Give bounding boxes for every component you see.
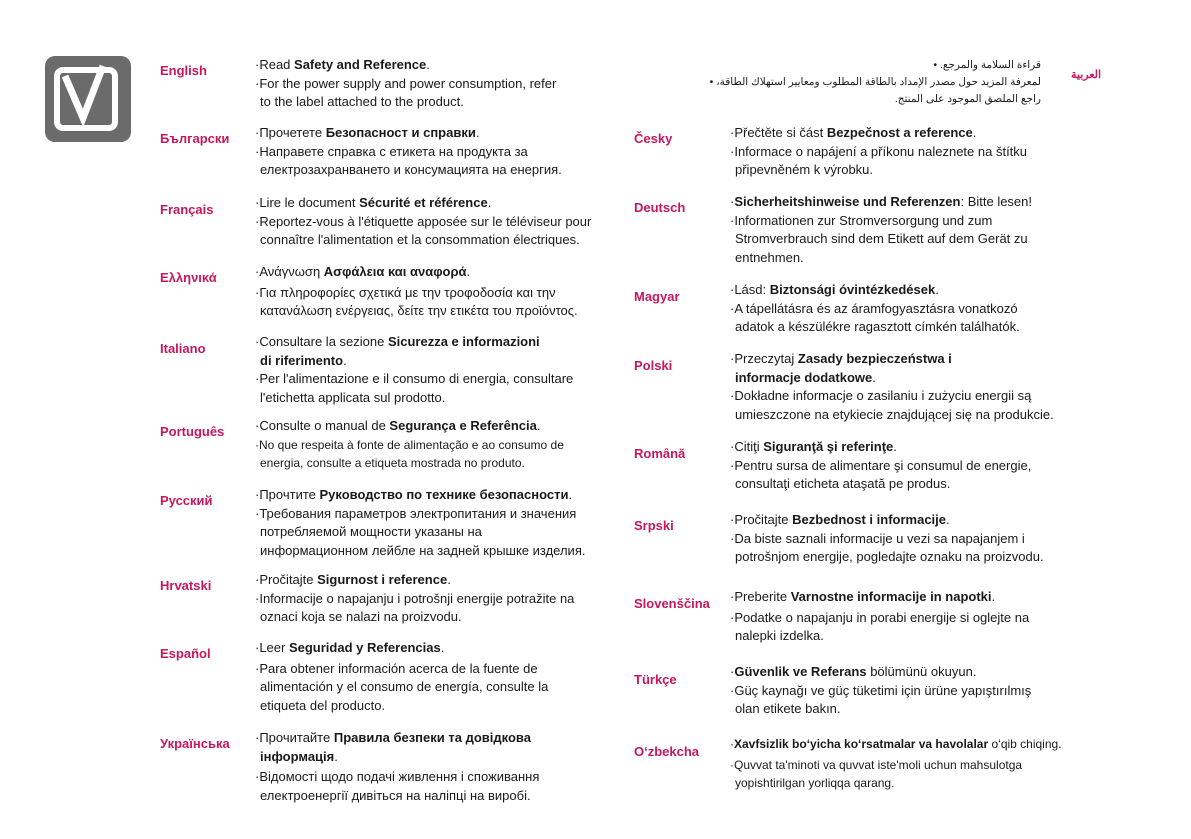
text-line: connaître l'alimentation et la consommation électriques. [260, 232, 580, 247]
text-line: κατανάλωση ενέργειας, δείτε την ετικέτα του προϊόντος. [260, 303, 578, 318]
lang-label-italian: Italiano [160, 341, 206, 356]
text-block-uzbek [730, 735, 1062, 793]
text-block-czech [730, 124, 1027, 180]
lang-label-czech: Česky [634, 131, 673, 146]
text-line: потребляемой мощности указаны на [260, 524, 482, 539]
text-line: ·Leer Seguridad y Referencias. [255, 640, 445, 655]
text-line: ·Consulte o manual de Segurança e Referência. [255, 418, 541, 433]
text-line: alimentación y el consumo de energía, consulte la [260, 679, 549, 694]
text-line: ·Pentru sursa de alimentare şi consumul de energie, [730, 457, 1032, 473]
lang-label-german: Deutsch [634, 200, 686, 215]
text-line: راجع الملصق الموجود على المنتج. [894, 93, 1041, 105]
text-line: ·A tápellátásra és az áramfogyasztásra vonatkozó [730, 300, 1018, 316]
lang-label-arabic: العربية [1071, 69, 1102, 81]
text-block-greek [255, 263, 578, 321]
lang-label-turkish: Türkçe [634, 672, 677, 687]
text-line: ·Quvvat ta'minoti va quvvat iste'moli uchun mahsulotga [730, 757, 1023, 772]
text-line: ·Прочетете Безопасност и справки. [255, 125, 480, 140]
text-line: ·Podatke o napajanju in porabi energije si oglejte na [730, 609, 1030, 625]
text-line: ·Прочитайте Правила безпеки та довідкова [255, 730, 531, 745]
text-block-arabic [711, 57, 1041, 108]
text-block-serbian [730, 511, 1044, 567]
text-line: ·Přečtěte si část Bezpečnost a reference. [730, 125, 977, 140]
lang-label-russian: Русский [160, 493, 213, 508]
text-line: ·Відомості щодо подачі живлення і споживання [255, 769, 540, 784]
text-line: ·Güvenlik ve Referans bölümünü okuyun. [730, 664, 977, 679]
text-line: ·Da biste saznali informacije u vezi sa napajanjem i [730, 530, 1025, 546]
text-line: nalepki izdelka. [735, 628, 824, 643]
text-line: информационном лейбле на задней крышке изделия. [260, 542, 586, 558]
text-block-italian [255, 333, 573, 407]
text-block-romanian [730, 438, 1031, 494]
text-block-bulgarian [255, 124, 562, 180]
text-line: ·Para obtener información acerca de la fuente de [255, 660, 538, 676]
text-line: to the label attached to the product. [260, 94, 464, 109]
text-block-french [255, 194, 591, 250]
text-block-spanish [255, 639, 548, 715]
text-line: ·No que respeita à fonte de alimentação e ao consumo de [255, 437, 564, 452]
text-line: інформація. [260, 748, 338, 764]
text-line: ·Citiţi Siguranţă şi referinţe. [730, 439, 897, 454]
text-line: ·Güç kaynağı ve güç tüketimi için ürüne yapıştırılmış [730, 682, 1032, 698]
text-line: consultaţi eticheta ataşată pe produs. [735, 476, 951, 491]
text-line: ·Per l'alimentazione e il consumo di energia, consultare [255, 371, 574, 386]
text-line: ·Informacije o napajanju i potrošnji energije potražite na [255, 590, 575, 606]
lang-label-serbian: Srpski [634, 518, 674, 533]
text-block-english [255, 56, 556, 112]
text-line: etiqueta del producto. [260, 697, 386, 713]
text-line: olan etikete bakın. [735, 701, 841, 716]
lang-label-romanian: Română [634, 446, 686, 461]
lang-label-ukrainian: Українська [160, 736, 230, 751]
text-line: ·Reportez-vous à l'étiquette apposée sur le téléviseur pour [255, 213, 592, 229]
lang-label-spanish: Español [160, 646, 211, 661]
text-block-croatian [255, 571, 574, 627]
text-line: електрозахранването и консумацията на енергия. [260, 162, 562, 177]
text-line: لمعرفة المزيد حول مصدر الإمداد بالطاقة المطلوب ومعايير استهلاك الطاقة، • [709, 76, 1041, 88]
text-line: ·Informationen zur Stromversorgung und zum [730, 212, 993, 228]
text-line: ·Sicherheitshinweise und Referenzen: Bitte lesen! [730, 194, 1033, 209]
text-line: ·Xavfsizlik bo‘yicha ko‘rsatmalar va havolalar o‘qib chiqing. [730, 737, 1062, 751]
text-block-russian [255, 486, 585, 560]
text-line: ·Dokładne informacje o zasilaniu i zużyciu energii są [730, 388, 1032, 403]
text-line: ·Прочтите Руководство по технике безопасности. [255, 487, 573, 502]
text-line: ·Przeczytaj Zasady bezpieczeństwa i [730, 351, 952, 366]
text-line: ·Preberite Varnostne informacije in napotki. [730, 589, 996, 604]
text-line: ·Требования параметров электропитания и значения [255, 505, 577, 521]
text-line: ·Για πληροφορίες σχετικά με την τροφοδοσία και την [255, 284, 556, 300]
lang-label-uzbek: O‘zbekcha [634, 744, 700, 759]
text-line: l'etichetta applicata sul prodotto. [260, 389, 446, 405]
text-line: adatok a készülékre ragasztott címkén találhatók. [735, 319, 1020, 334]
text-block-slovenian [730, 588, 1029, 646]
lang-label-english: English [160, 63, 207, 78]
lang-label-portuguese: Português [160, 424, 225, 439]
lang-label-croatian: Hrvatski [160, 578, 212, 593]
text-line: ·Ανάγνωση Ασφάλεια και αναφορά. [255, 264, 471, 279]
text-block-ukrainian [255, 729, 539, 805]
lang-label-bulgarian: Български [160, 131, 230, 146]
text-block-turkish [730, 663, 1031, 719]
text-line: ·For the power supply and power consumption, refer [255, 75, 557, 91]
text-line: електроенергії дивіться на наліпці на виробі. [260, 787, 531, 803]
text-line: ·Pročitajte Bezbednost i informacije. [730, 512, 950, 527]
text-line: di riferimento. [260, 352, 347, 368]
text-line: قراءة السلامة والمرجع. • [933, 59, 1041, 71]
text-block-polish [730, 350, 1054, 424]
text-line: ·Lire le document Sécurité et référence. [255, 195, 492, 210]
text-line: potrošnjom energije, pogledajte oznaku na proizvodu. [735, 549, 1044, 564]
text-line: Stromverbrauch sind dem Etikett auf dem Gerät zu [735, 231, 1028, 246]
checkbox-check-icon [45, 56, 131, 142]
text-line: oznaci koja se nalazi na proizvodu. [260, 609, 462, 624]
text-line: yopishtirilgan yorliqqa qarang. [735, 776, 895, 790]
text-block-portuguese [255, 417, 564, 473]
logo-badge [45, 56, 131, 142]
text-line: ·Lásd: Biztonsági óvintézkedések. [730, 282, 939, 297]
lang-label-slovenian: Slovenščina [634, 596, 710, 611]
text-line: ·Read Safety and Reference. [255, 57, 430, 72]
text-line: energia, consulte a etiqueta mostrada no produto. [260, 456, 525, 470]
lang-label-french: Français [160, 202, 214, 217]
lang-label-greek: Ελληνικά [160, 270, 217, 285]
text-block-hungarian [730, 281, 1020, 337]
lang-label-hungarian: Magyar [634, 289, 680, 304]
text-block-german [730, 193, 1032, 267]
lang-label-polish: Polski [634, 358, 673, 373]
text-line: entnehmen. [735, 249, 804, 265]
text-line: ·Consultare la sezione Sicurezza e informazioni [255, 334, 540, 349]
text-line: ·Направете справка с етикета на продукта за [255, 143, 528, 159]
text-line: informacje dodatkowe. [735, 369, 876, 385]
text-line: připevněném k výrobku. [735, 162, 874, 177]
text-line: ·Pročitajte Sigurnost i reference. [255, 572, 451, 587]
text-line: umieszczone na etykiecie znajdującej się na produkcie. [735, 406, 1054, 422]
text-line: ·Informace o napájení a příkonu naleznete na štítku [730, 143, 1028, 159]
